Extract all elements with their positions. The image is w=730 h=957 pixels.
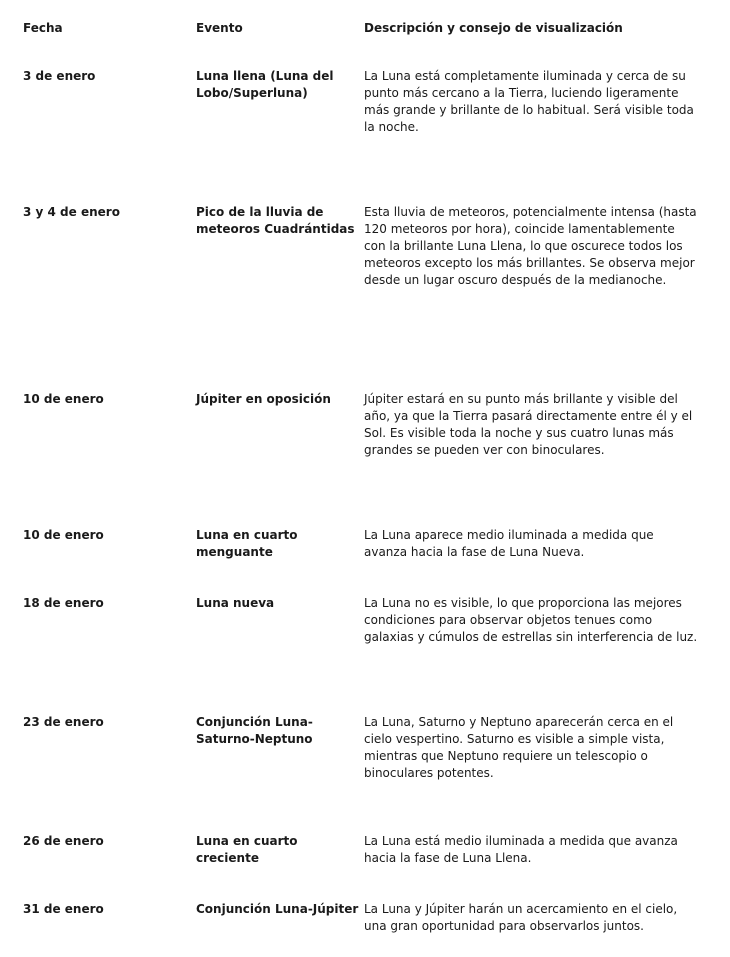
header-event: Evento	[196, 21, 243, 35]
row-description: Esta lluvia de meteoros, potencialmente intensa (hasta 120 meteoros por hora), coincide lamentablemente con la brillante Luna Llena, lo que oscurece todos los meteoros excepto los más brillantes. Se observa mejor desde un lugar oscuro después de la medianoche.	[364, 205, 697, 287]
row-event: Conjunción Luna-Júpiter	[196, 902, 359, 916]
row-date: 26 de enero	[23, 834, 104, 848]
row-date: 18 de enero	[23, 596, 104, 610]
row-date: 23 de enero	[23, 715, 104, 729]
header-description: Descripción y consejo de visualización	[364, 21, 623, 35]
row-event: Júpiter en oposición	[196, 392, 331, 406]
row-description: La Luna no es visible, lo que proporciona las mejores condiciones para observar objetos tenues como galaxias y cúmulos de estrellas sin interferencia de luz.	[364, 596, 698, 644]
row-date: 3 de enero	[23, 69, 96, 83]
row-date: 10 de enero	[23, 392, 104, 406]
row-description: Júpiter estará en su punto más brillante y visible del año, ya que la Tierra pasará directamente entre él y el Sol. Es visible toda la noche y sus cuatro lunas más grandes se pueden ver con binoculares.	[364, 392, 693, 457]
row-description: La Luna está medio iluminada a medida que avanza hacia la fase de Luna Llena.	[364, 834, 678, 865]
row-event: Conjunción Luna-Saturno-Neptuno	[196, 715, 313, 746]
row-event: Luna llena (Luna del Lobo/Superluna)	[196, 69, 334, 100]
header-date: Fecha	[23, 21, 63, 35]
row-event: Luna en cuarto menguante	[196, 528, 298, 559]
row-event: Luna nueva	[196, 596, 275, 610]
row-date: 3 y 4 de enero	[23, 205, 120, 219]
row-date: 10 de enero	[23, 528, 104, 542]
row-description: La Luna está completamente iluminada y cerca de su punto más cercano a la Tierra, luciendo ligeramente más grande y brillante de lo habitual. Será visible toda la noche.	[364, 69, 694, 134]
row-date: 31 de enero	[23, 902, 104, 916]
row-event: Luna en cuarto creciente	[196, 834, 298, 865]
row-description: La Luna y Júpiter harán un acercamiento en el cielo, una gran oportunidad para observarlos juntos.	[364, 902, 678, 933]
row-description: La Luna, Saturno y Neptuno aparecerán cerca en el cielo vespertino. Saturno es visible a simple vista, mientras que Neptuno requiere un telescopio o binoculares potentes.	[364, 715, 674, 780]
row-description: La Luna aparece medio iluminada a medida que avanza hacia la fase de Luna Nueva.	[364, 528, 654, 559]
row-event: Pico de la lluvia de meteoros Cuadrántidas	[196, 205, 355, 236]
